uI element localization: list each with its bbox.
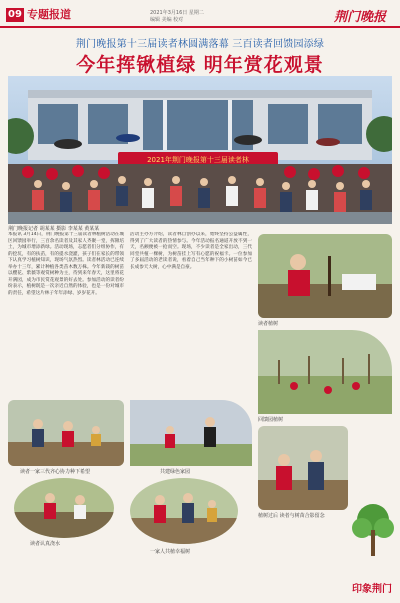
- bottom-photo-4: [130, 478, 238, 544]
- group-banner-text: 2021年荆门晚报第十三届读者林: [147, 156, 249, 164]
- bottom-photo-3: [14, 478, 114, 538]
- headline-subtitle: 荆门晚报第十三届读者林圆满落幕 三百读者回馈园添绿: [75, 39, 325, 50]
- caption-bottom-1: 读者一家三代齐心协力种下希望: [20, 469, 91, 475]
- photo-family-illustration: [258, 426, 348, 510]
- photo-family-tree-illustration: [130, 478, 238, 544]
- right-photo-2: [258, 330, 392, 414]
- photo-park-illustration: [258, 330, 392, 414]
- page-number: 09: [6, 8, 24, 22]
- photo-volunteers-illustration: [130, 400, 252, 466]
- right-photo-1: [258, 234, 392, 318]
- photo-planting-illustration: [258, 234, 392, 318]
- date-line: 2021年3月16日 星期二: [150, 10, 204, 16]
- caption-right-3: 植树过后 读者与树苗合影留念: [258, 513, 325, 519]
- bottom-photo-2: [130, 400, 252, 466]
- group-photo-illustration: [8, 76, 392, 224]
- caption-bottom-3: 读者认真浇水: [30, 541, 61, 547]
- main-group-photo: [8, 76, 392, 224]
- bottom-photo-1: [8, 400, 124, 466]
- section-title: 专题报道: [27, 8, 71, 21]
- headline-title: 今年挥锹植绿 明年赏花观景: [76, 54, 324, 76]
- page-header: [0, 0, 400, 26]
- footer-logo: 印象荆门: [352, 584, 392, 595]
- caption-right-1: 读者植树: [258, 321, 279, 327]
- tree-illustration-icon: [350, 500, 396, 560]
- caption-bottom-4: 一家人共植幸福树: [150, 549, 191, 555]
- right-photo-3: [258, 426, 348, 510]
- editor-line: 编辑 美编 校对: [150, 17, 184, 23]
- caption-bottom-2: 共建绿色家园: [160, 469, 191, 475]
- photo-watering-illustration: [14, 478, 114, 538]
- article-column-1: 本报讯 3月14日，荆门晚报第十三届读者林植树活动在城区回馈园举行，三百余名读者及其家人齐聚一堂，挥锹培土，为城市增添新绿。活动现场，志愿者们分组协作，有的挖坑，有的扶苗，有的提水浇灌，孩子们在家长的带领下认真学习植树知识，现场气氛热烈。读者林活动已连续举办十三年，累计种植各类苗木数万株。今年新栽的树苗以樱花、紫薇等观赏树种为主，待到来年春天，这里将花开满园，成为市民赏花观景的好去处。参加活动的读者纷纷表示，植树既是一次亲近自然的体验，也是一份对城市的责任，希望这片林子年年添绿、岁岁花开。: [8, 232, 124, 296]
- caption-right-2: 回馈园植树: [258, 417, 284, 423]
- paper-logo: 荆门晚报: [333, 10, 386, 25]
- header-rule: [0, 26, 400, 28]
- main-photo-caption: 荆门晚报记者 胡某某 摄影 李某某 黄某某: [8, 226, 100, 232]
- article-column-2: 活动主办方介绍，读者林自创办以来，始终坚持公益属性，得到了广大读者的热情参与。今年活动报名通道开放不到一天，名额便被一抢而空。现场，不少读者是全家出动，三代同堂共植一棵树，为树苗挂上写有心愿的祝福卡。一位参加了多届活动的老读者说，看着自己当年种下的小树苗如今已长成参天大树，心中满是自豪。: [130, 232, 252, 270]
- photo-three-generations-illustration: [8, 400, 124, 466]
